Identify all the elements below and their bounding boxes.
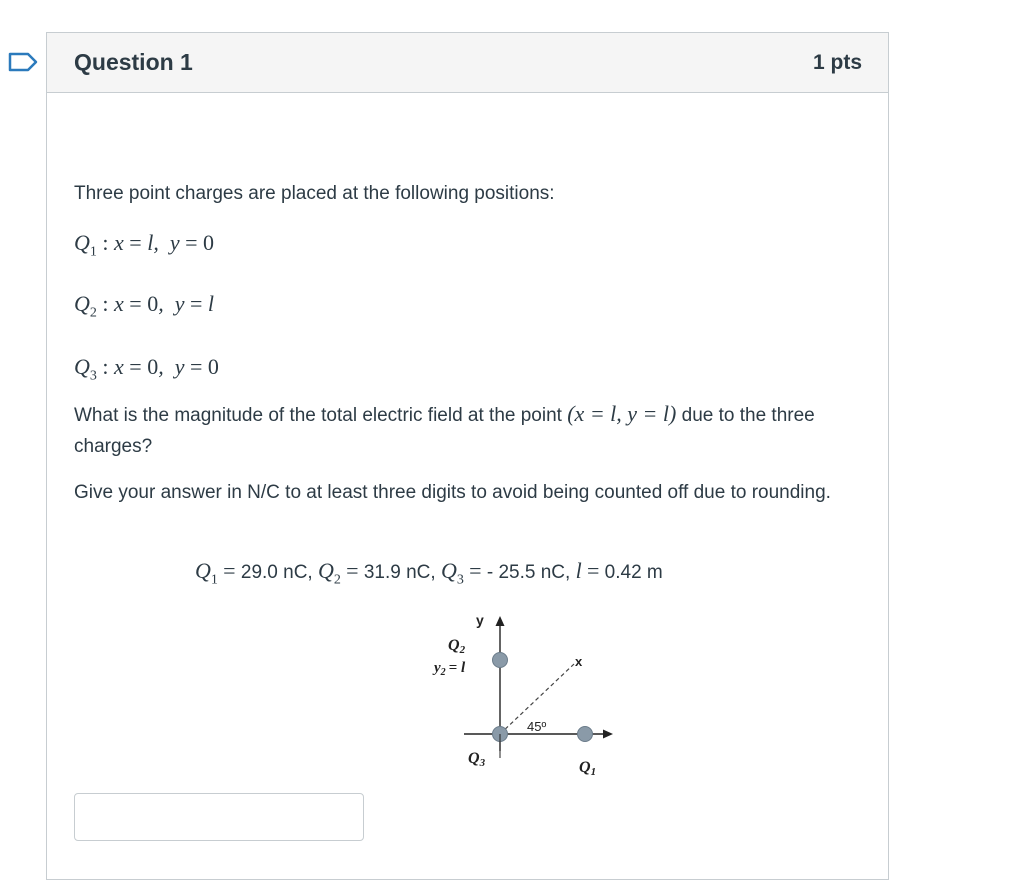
x-axis-label: x	[575, 654, 583, 669]
charge-q1	[578, 727, 593, 742]
y2-label: $y_2 = l$	[434, 660, 466, 678]
prompt-point: (x = l, y = l)	[567, 401, 677, 426]
y-axis-arrow	[496, 616, 505, 626]
flag-question-icon[interactable]	[8, 52, 38, 72]
y-axis-label: y	[476, 612, 484, 628]
position-q3: $Q_3$ : x = 0, y = 0	[74, 354, 219, 384]
question-points: 1 pts	[812, 50, 862, 74]
angle-label: 45º	[527, 719, 547, 734]
q3-label: Q3	[468, 750, 486, 769]
given-values: $Q_1 = 29.0$ nC, $Q_2 = 31.9$ nC, $Q_3$ = - 25.5 nC, l = 0.42 m	[195, 558, 663, 588]
question-intro: Three point charges are placed at the following positions:	[74, 183, 555, 204]
question-card	[46, 32, 889, 880]
question-header	[47, 33, 888, 93]
position-q1: $Q_1$ : x = l, y = 0	[74, 230, 215, 260]
charge-diagram	[406, 608, 626, 778]
charge-q2	[493, 653, 508, 668]
position-q2: $Q_2$ : x = 0, y = l	[74, 291, 215, 321]
x-axis-arrow	[603, 730, 613, 739]
question-title: Question 1	[74, 49, 193, 75]
q2-label: Q2	[448, 637, 466, 656]
question-prompt: What is the magnitude of the total electric field at the point (x = l, y = l) due to the three charges?	[74, 401, 815, 457]
question-instructions: Give your answer in N/C to at least three digits to avoid being counted off due to rounding.	[74, 482, 831, 503]
answer-input[interactable]	[74, 793, 364, 841]
q1-label: Q1	[579, 759, 597, 778]
